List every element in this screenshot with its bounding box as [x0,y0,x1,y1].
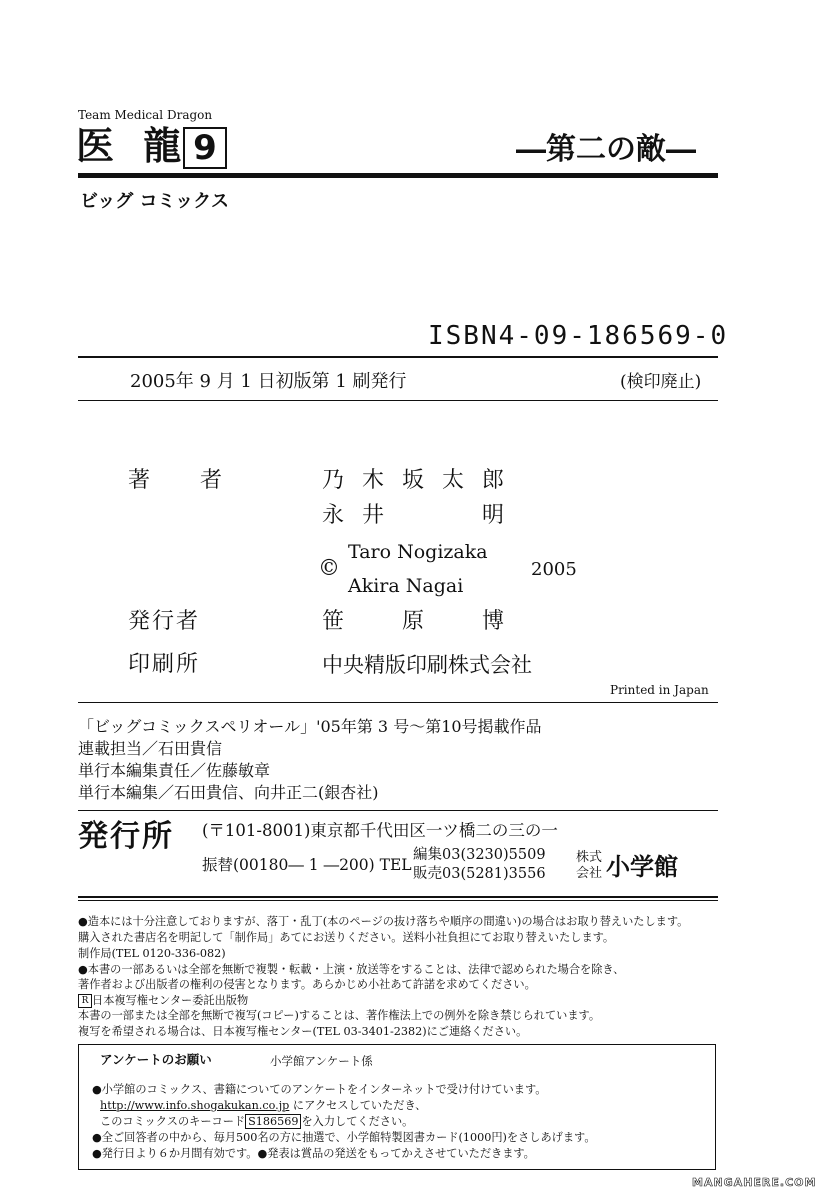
publisher-label: 発行者 [128,609,201,634]
book-subtitle: ―第二の敵― [516,132,696,167]
watermark: MANGAHERE.COM [692,1176,817,1189]
survey-line: ●全ご回答者の中から、毎月500名の方に抽選で、小学館特製図書カード(1000円)をさしあげます。 [92,1131,596,1144]
credits-rule [78,702,718,703]
survey-line: ●発行日より６か月間有効です。●発表は賞品の発送をもってかえさせていただきます。 [92,1147,535,1160]
notice-line: 本書の一部または全部を無断で複写(コピー)することは、著作権法上での例外を除き禁じられています。 [78,1009,601,1022]
printer-label: 印刷所 [128,652,201,677]
keycode-suffix: を入力してください。 [301,1115,414,1128]
company-type-1: 株式 [576,850,603,865]
notice-line: ●造本には十分注意しておりますが、落丁・乱丁(本のページの抜け落ちや順序の間違い)の場合はお取り替えいたします。 [78,915,689,928]
serialization-rule [78,810,718,811]
isbn-rule [78,356,718,358]
survey-department: 小学館アンケート係 [270,1054,373,1068]
serialization-line: 「ビッグコミックスペリオール」'05年第 3 号～第10号掲載作品 [78,717,542,736]
notice-line: ●本書の一部あるいは全部を無断で複製・転載・上演・放送等をすることは、法律で認められた場合を除き、 [78,963,625,976]
copyright-symbol: © [318,556,340,581]
edition-rule [78,400,718,401]
notice-line: 複写を希望される場合は、日本複写権センター(TEL 03-3401-2382)にご連絡ください。 [78,1025,528,1038]
company-name: 小学館 [606,853,678,881]
author-label: 著 者 [128,468,237,493]
tel-sales: 販売03(5281)3556 [413,866,546,882]
serialization-line: 連載担当／石田貴信 [78,739,223,758]
printer-name: 中央精版印刷株式会社 [322,653,532,677]
postal-transfer: 振替(00180― 1 ―200) TEL [202,856,412,874]
author-name-2: 永井 明 [322,503,523,528]
keycode-prefix: このコミックスのキーコード [100,1115,246,1128]
key-code: S186569 [245,1114,301,1129]
survey-url-link[interactable]: http://www.info.shogakukan.co.jp [100,1099,290,1112]
book-title: 医 龍 [76,123,190,168]
copyright-name-2: Akira Nagai [348,575,464,597]
survey-line: ●小学館のコミックス、書籍についてのアンケートをインターネットで受け付けています。 [92,1083,547,1096]
author-name-1: 乃木坂太郎 [322,468,523,493]
notice-line: 制作局(TEL 0120-336-082) [78,947,226,960]
copyright-year: 2005 [531,559,577,580]
volume-number: 9 [183,127,227,169]
printed-in-japan: Printed in Japan [610,683,709,697]
imprint-label: ビッグ コミックス [80,191,230,212]
publisher-rule-top [78,896,718,898]
serialization-line: 単行本編集／石田貴信、向井正二(銀杏社) [78,783,379,802]
header-rule [78,173,718,178]
registered-mark-icon: R [78,994,92,1008]
survey-title: アンケートのお願い [100,1052,212,1067]
survey-keycode-line [100,1114,413,1131]
tel-editorial: 編集03(3230)5509 [413,847,546,863]
publisher-rule-bottom [78,900,718,901]
publisher-address: (〒101-8001)東京都千代田区一ツ橋二の三の一 [202,821,558,840]
no-seal-notice: (検印廃止) [620,372,702,392]
publisher-office-label: 発行所 [78,819,174,854]
isbn: ISBN4-09-186569-0 [428,321,729,351]
first-edition-date: 2005年 9 月 1 日初版第 1 刷発行 [130,371,407,392]
notice-line: 著作者および出版者の権利の侵害となります。あらかじめ小社あて許諾を求めてください。 [78,978,536,991]
notice-line-copyright-center [78,993,248,1009]
notice-line: 購入された書店名を明記して「制作局」あてにお送りください。送料小社負担にてお取り替えいたします。 [78,931,615,944]
jrrc-label: 日本複写権センター委託出版物 [92,994,249,1007]
survey-url-line [100,1098,426,1115]
company-type-2: 会社 [576,866,603,881]
serialization-line: 単行本編集責任／佐藤敏章 [78,761,271,780]
copyright-name-1: Taro Nogizaka [348,541,488,563]
survey-url-suffix: にアクセスしていただき、 [292,1099,427,1112]
publisher-name: 笹 原 博 [322,609,523,634]
series-english-title: Team Medical Dragon [78,108,213,122]
